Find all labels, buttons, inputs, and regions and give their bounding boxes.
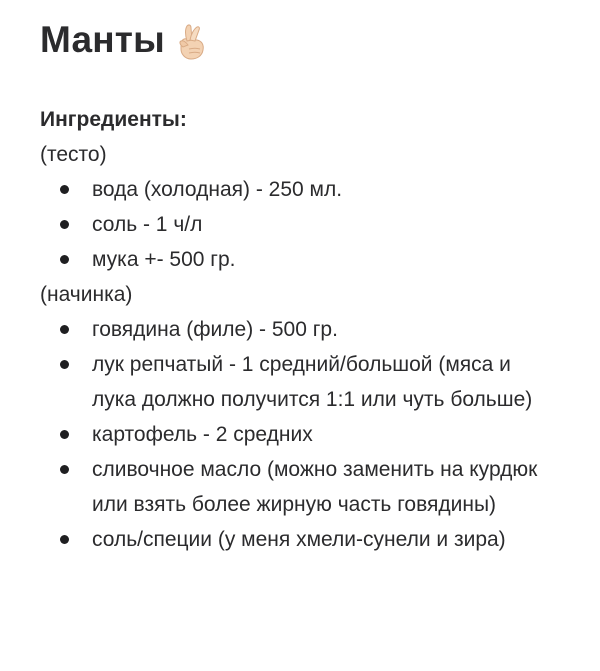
- dough-ingredients-list: [40, 172, 580, 277]
- list-item: [40, 347, 552, 417]
- list-item: [40, 172, 552, 207]
- bullet-icon: [60, 220, 69, 229]
- filling-ingredients-list: [40, 312, 580, 557]
- list-item-text: вода (холодная) - 250 мл.: [92, 178, 343, 201]
- note-title-row: [40, 12, 209, 68]
- note-title: Манты: [40, 19, 165, 60]
- crossed-fingers-icon: [175, 23, 209, 61]
- list-item-text: мука +- 500 гр.: [92, 248, 236, 271]
- ingredients-heading: Ингредиенты:: [40, 108, 187, 131]
- list-item-text: соль/специи (у меня хмели-сунели и зира): [92, 528, 506, 551]
- list-item-text: соль - 1 ч/л: [92, 213, 203, 236]
- list-item: [40, 522, 552, 557]
- bullet-icon: [60, 255, 69, 264]
- bullet-icon: [60, 325, 69, 334]
- bullet-icon: [60, 360, 69, 369]
- group-label-filling: (начинка): [40, 283, 133, 306]
- list-item: [40, 312, 552, 347]
- bullet-icon: [60, 535, 69, 544]
- list-item: [40, 242, 552, 277]
- bullet-icon: [60, 185, 69, 194]
- list-item: [40, 417, 552, 452]
- list-item-text: картофель - 2 средних: [92, 423, 313, 446]
- bullet-icon: [60, 465, 69, 474]
- list-item-text: говядина (филе) - 500 гр.: [92, 318, 338, 341]
- list-item: [40, 452, 552, 522]
- bullet-icon: [60, 430, 69, 439]
- list-item-text: лук репчатый - 1 средний/большой (мяса и лука должно получится 1:1 или чуть больше): [92, 353, 533, 411]
- list-item-text: сливочное масло (можно заменить на курдюк или взять более жирную часть говядины): [92, 458, 538, 516]
- list-item: [40, 207, 552, 242]
- group-label-dough: (тесто): [40, 143, 107, 166]
